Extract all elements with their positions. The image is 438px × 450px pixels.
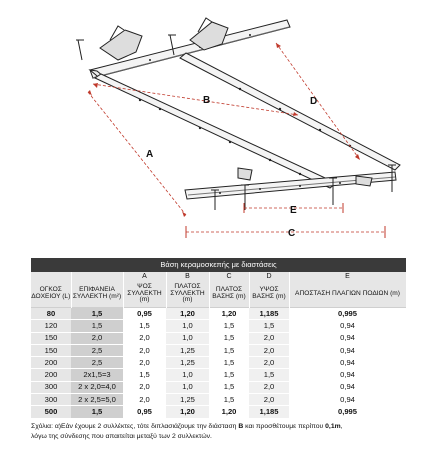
table-cell: 1,5 <box>123 369 166 381</box>
table-row <box>31 320 406 332</box>
table-cell: 2,5 <box>71 344 123 356</box>
table-cell: 0,95 <box>123 308 166 320</box>
footnote-line-1 <box>31 422 421 432</box>
table-cell: 1,5 <box>71 406 123 418</box>
note-middle: και προσθέτουμε περίπου <box>243 423 326 430</box>
table-row <box>31 406 406 418</box>
table-cell: 500 <box>31 406 71 418</box>
table-cell: 1,5 <box>209 381 249 393</box>
note-extra-length: 0,1m <box>325 423 341 430</box>
table-cell: 1,5 <box>209 320 249 332</box>
footnote-line-2: λόγω της σύνδεσης που απαιτείται μεταξύ των 2 συλλεκτών. <box>31 433 212 440</box>
table-row <box>31 344 406 356</box>
table-title: Βάση κεραμοσκεπής με διαστάσεις <box>31 258 406 272</box>
table-cell: 150 <box>31 344 71 356</box>
table-cell: 1,0 <box>166 369 209 381</box>
table-cell: 200 <box>31 369 71 381</box>
table-cell: 150 <box>31 332 71 344</box>
dim-label-b: B <box>203 95 211 106</box>
table-cell: 1,20 <box>166 406 209 418</box>
letter-e: E <box>289 272 406 281</box>
table-cell: 2,0 <box>123 344 166 356</box>
table-cell: 300 <box>31 381 71 393</box>
table-cell: 1,5 <box>123 320 166 332</box>
header-collector-area: ΕΠΙΦΑΝΕΙΑ ΣΥΛΛΕΚΤΗ (m²) <box>71 281 123 308</box>
table-cell: 2,0 <box>249 394 289 406</box>
table-row <box>31 394 406 406</box>
table-cell: 1,5 <box>209 394 249 406</box>
table-cell: 120 <box>31 320 71 332</box>
header-tank-volume: ΟΓΚΟΣ ΔΟΧΕΙΟΥ (L) <box>31 281 71 308</box>
letter-blank <box>31 272 71 281</box>
table-row <box>31 332 406 344</box>
table-cell: 0,995 <box>289 406 406 418</box>
table-cell: 2,0 <box>123 332 166 344</box>
table-cell: 0,995 <box>289 308 406 320</box>
header-base-width: ΠΛΑΤΟΣ ΒΑΣΗΣ (m) <box>209 281 249 308</box>
table-cell: 2,0 <box>123 381 166 393</box>
table-cell: 2,0 <box>249 344 289 356</box>
table-cell: 0,94 <box>289 381 406 393</box>
table-cell: 2x1,5=3 <box>71 369 123 381</box>
table-cell: 2 x 2,5=5,0 <box>71 394 123 406</box>
dim-label-d: D <box>310 96 318 107</box>
table-cell: 1,25 <box>166 357 209 369</box>
footnote <box>31 422 421 442</box>
table-cell: 1,25 <box>166 394 209 406</box>
table-cell: 0,94 <box>289 320 406 332</box>
dimensions-table <box>31 258 407 419</box>
table-cell: 1,185 <box>249 308 289 320</box>
table-row <box>31 381 406 393</box>
header-collector-height: ΨΟΣ ΣΥΛΛΕΚΤΗ (m) <box>123 281 166 308</box>
note-dimension-b: B <box>238 423 244 430</box>
table-cell: 0,94 <box>289 357 406 369</box>
table-cell: 1,5 <box>71 320 123 332</box>
table-cell: 0,95 <box>123 406 166 418</box>
dim-label-c: C <box>288 228 296 239</box>
header-collector-width: ΠΛΑΤΟΣ ΣΥΛΛΕΚΤΗ (m) <box>166 281 209 308</box>
header-side-leg-distance: ΑΠΟΣΤΑΣΗ ΠΛΑΓΙΩΝ ΠΟΔΙΩΝ (m) <box>289 281 406 308</box>
table-cell: 1,0 <box>166 332 209 344</box>
header-base-height: ΥΨΟΣ ΒΑΣΗΣ (m) <box>249 281 289 308</box>
note-suffix: , <box>340 423 343 430</box>
table-cell: 1,5 <box>209 357 249 369</box>
table-body <box>31 308 406 419</box>
table-cell: 1,5 <box>209 332 249 344</box>
table-cell: 2,0 <box>249 357 289 369</box>
table-row <box>31 308 406 320</box>
table-row <box>31 369 406 381</box>
table-cell: 0,94 <box>289 344 406 356</box>
table-cell: 1,5 <box>209 344 249 356</box>
table-cell: 80 <box>31 308 71 320</box>
table-cell: 1,20 <box>209 406 249 418</box>
letter-b: B <box>166 272 209 281</box>
table-cell: 1,0 <box>166 381 209 393</box>
table-cell: 1,5 <box>71 308 123 320</box>
letter-blank <box>71 272 123 281</box>
dim-label-e: E <box>290 205 297 216</box>
table-cell: 2,5 <box>71 357 123 369</box>
dim-label-a: A <box>146 149 154 160</box>
table-cell: 1,0 <box>166 320 209 332</box>
table-cell: 1,5 <box>209 369 249 381</box>
table-cell: 2,0 <box>123 357 166 369</box>
table-cell: 300 <box>31 394 71 406</box>
letter-c: C <box>209 272 249 281</box>
table-cell: 1,25 <box>166 344 209 356</box>
table-cell: 2 x 2,0=4,0 <box>71 381 123 393</box>
table-row <box>31 357 406 369</box>
note-prefix: Σχόλια: α)Εάν έχουμε 2 συλλέκτες, τότε διπλασιάζουμε την διάσταση <box>31 423 239 430</box>
table-cell: 2,0 <box>71 332 123 344</box>
table-cell: 1,5 <box>249 369 289 381</box>
table-cell: 2,0 <box>249 332 289 344</box>
table-cell: 0,94 <box>289 394 406 406</box>
table-cell: 1,20 <box>166 308 209 320</box>
table-cell: 200 <box>31 357 71 369</box>
letter-d: D <box>249 272 289 281</box>
table-cell: 1,5 <box>249 320 289 332</box>
table-cell: 2,0 <box>249 381 289 393</box>
letter-a: A <box>123 272 166 281</box>
table-cell: 2,0 <box>123 394 166 406</box>
table-cell: 0,94 <box>289 332 406 344</box>
table-cell: 1,185 <box>249 406 289 418</box>
table-cell: 0,94 <box>289 369 406 381</box>
table-cell: 1,20 <box>209 308 249 320</box>
